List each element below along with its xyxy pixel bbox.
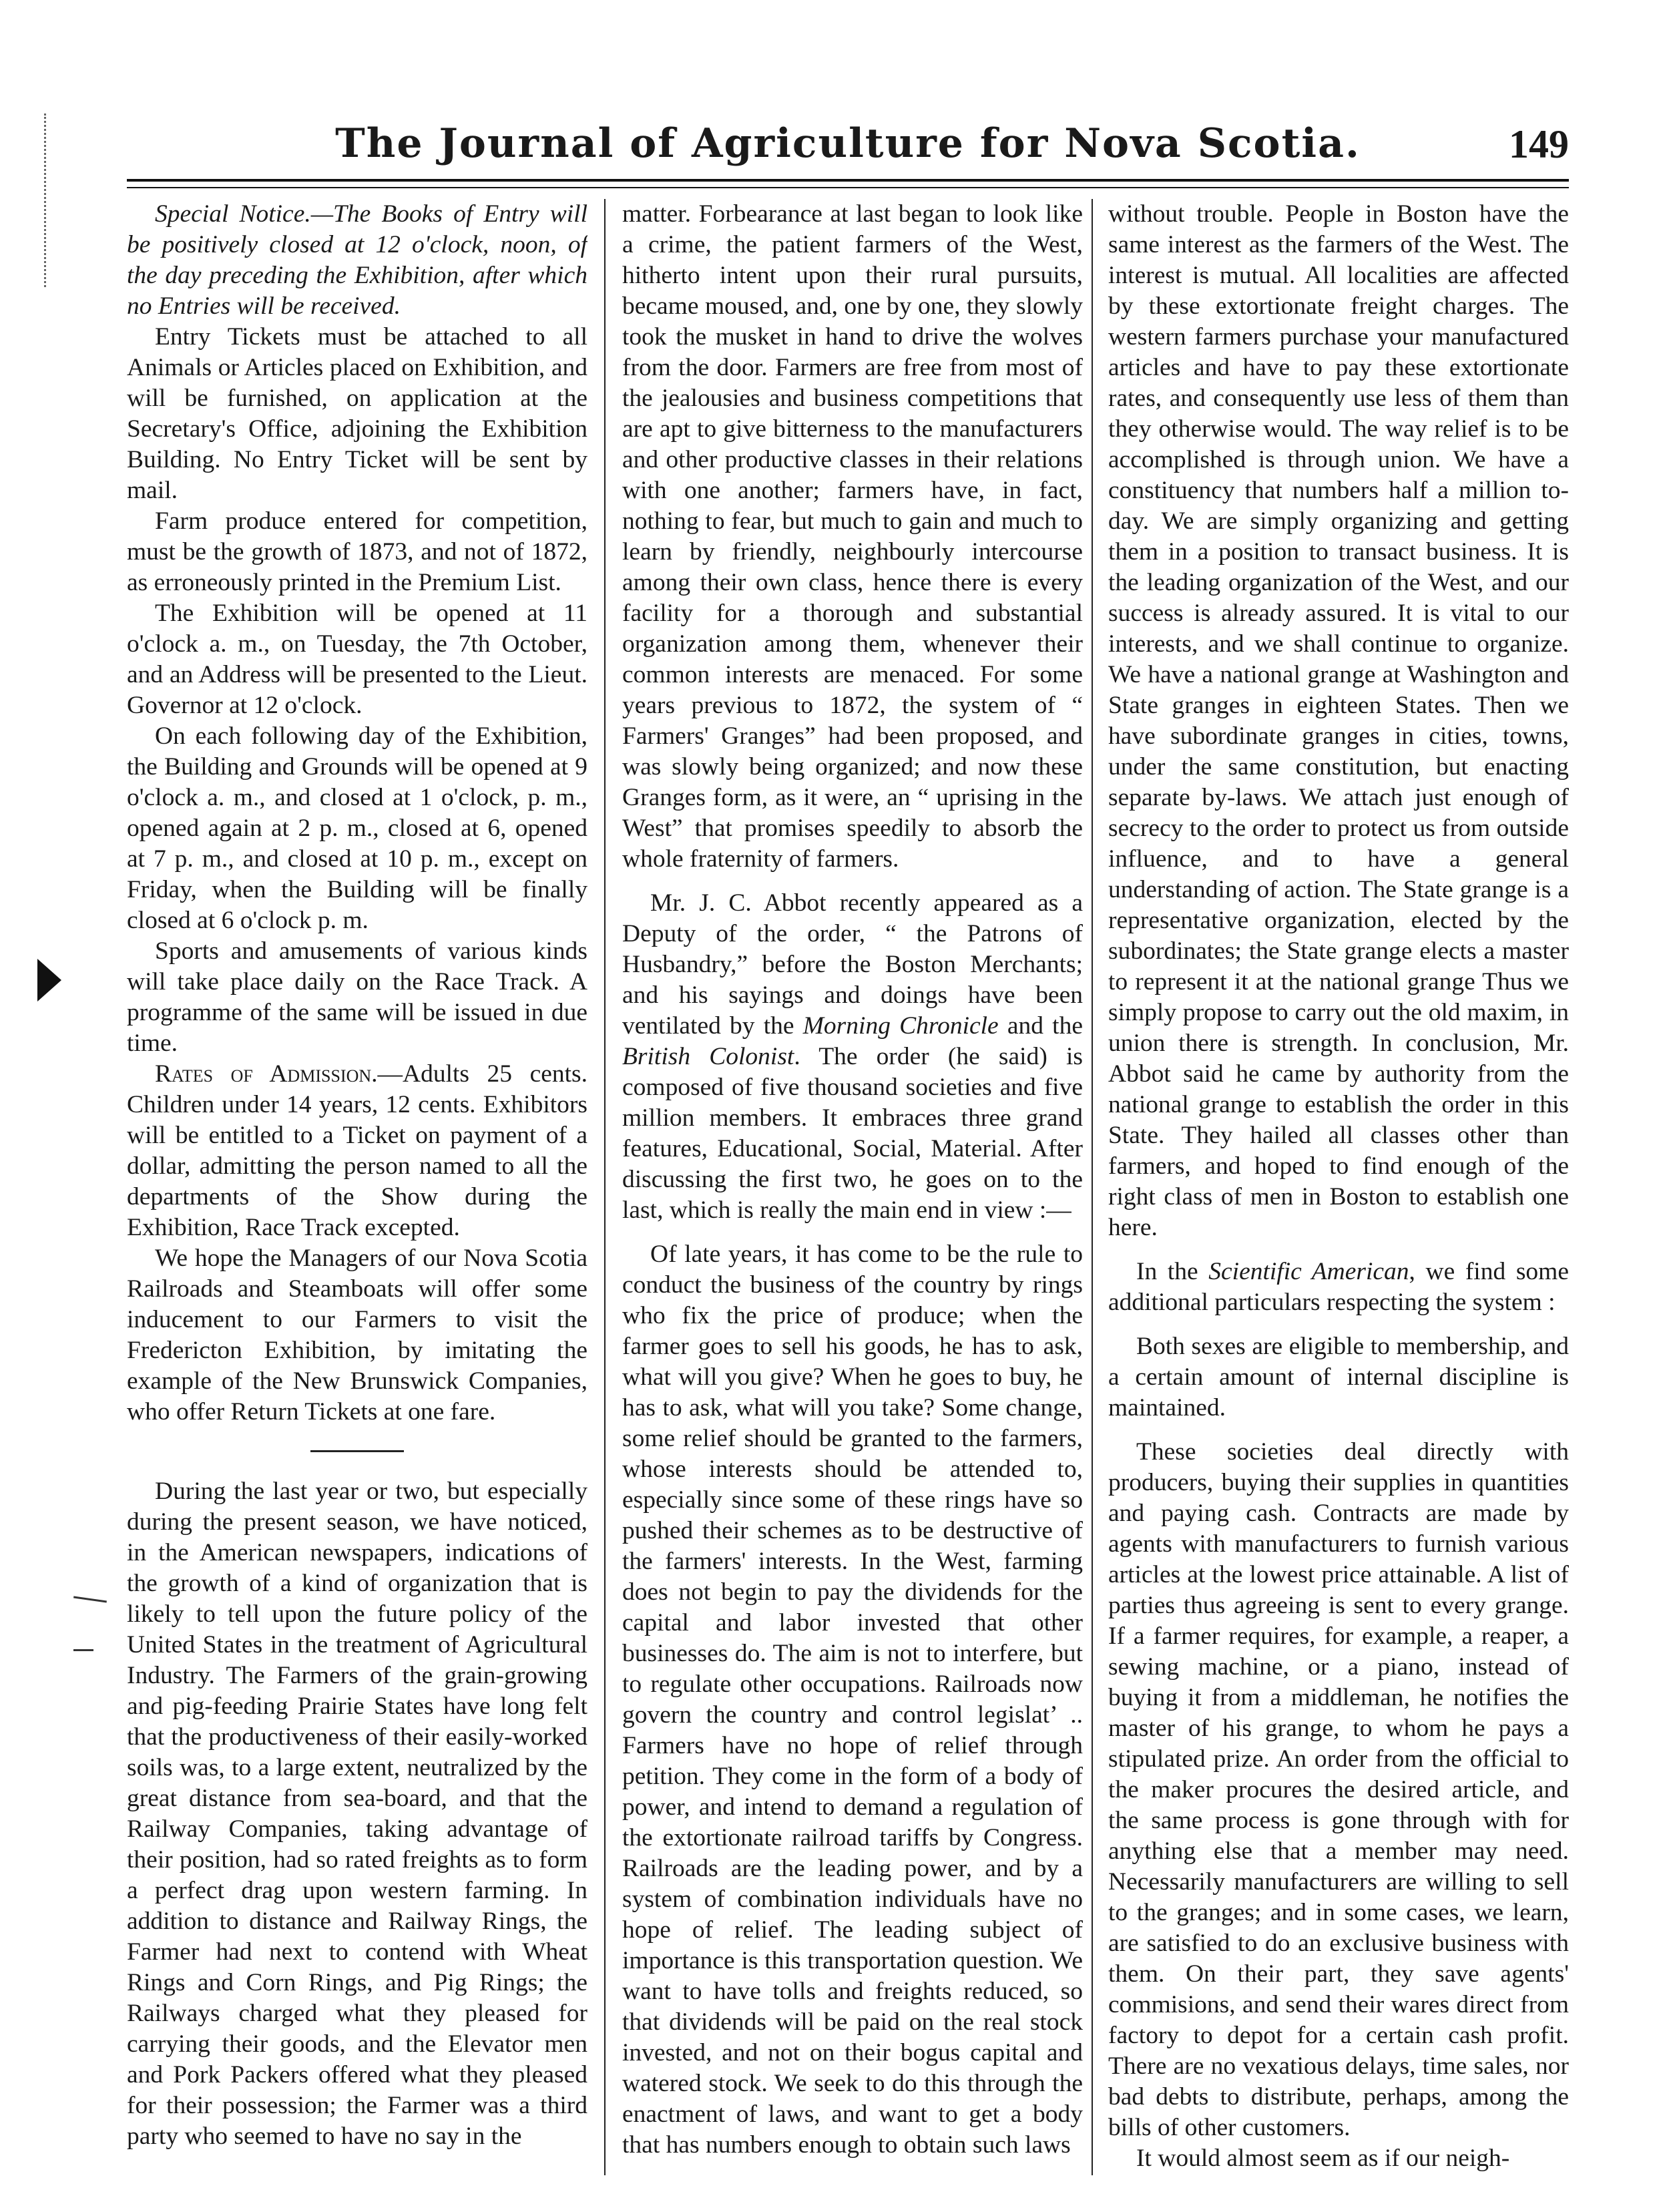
paragraph: The Exhibition will be opened at 11 o'clock a. m., on Tuesday, the 7th October, and an Address will be presented to the Lieut. Governor at 12 o'clock. xyxy=(127,600,587,719)
margin-pencil-mark xyxy=(73,1649,93,1651)
page-number: 149 xyxy=(1509,122,1569,166)
text-run: In the xyxy=(1136,1258,1209,1285)
quoted-paragraph: Of late years, it has come to be the rule to conduct the business of the country by rings who fix the price of produce; when the farmer goes to sell his goods, he has to ask, what will you give? When he goes to buy, he has to ask, what will you take? Some change, some relief should be granted to the farmers, whose interests should be attended to, especially since some of these rings have so pushed their schemes as to be destructive of the farmers' interests. In the West, farming does not begin to pay the dividends for the capital and labor invested that other businesses do. The aim is not to interfere, but to regulate other occupations. Railroads now govern the country and control legislat’ .. Farmers have no hope of relief through petition. They come in the form of a body of power, and intend to demand a regulation of the extortionate railroad tariffs by Congress. Railroads are the leading power, and by a system of combination individuals have no hope of relief. The leading subject of importance is this transportation question. We want to have tolls and freights reduced, so that dividends will be paid on the real stock invested, and not on their bogus capital and watered stock. We seek to do this through the enactment of laws, and want to get a body that has numbers enough to obtain such laws xyxy=(622,1241,1083,2159)
rates-heading: Rates of Admission. xyxy=(155,1060,378,1088)
column-divider xyxy=(1092,199,1093,2175)
journal-title: The Journal of Agriculture for Nova Scotia. xyxy=(335,120,1361,167)
rates-paragraph xyxy=(127,1059,587,1243)
section-divider xyxy=(310,1450,404,1452)
paragraph xyxy=(1108,1257,1569,1318)
paragraph: Entry Tickets must be attached to all Animals or Articles placed on Exhibition, and will be furnished, on application at the Secretary's Office, adjoining the Exhibition Building. No Entry Ticket will be sent by mail. xyxy=(127,323,587,504)
article-paragraph: During the last year or two, but especially during the present season, we have noticed, in the American newspapers, indications of the growth of a kind of organization that is likely to tell upon the future policy of the United States in the treatment of Agricultural Industry. The Farmers of the grain-growing and pig-feeding Prairie States have long felt that the productiveness of their easily-worked soils was, to a large extent, neutralized by the great distance from sea-board, and that the Railway Companies, taking advantage of their position, had so rated freights as to form a perfect drag upon western farming. In addition to distance and Railway Rings, the Farmer had next to contend with Wheat Rings and Corn Rings, and Pig Rings; the Railways charged what they pleased for carrying their goods, and the Elevator men and Pork Packers offered what they pleased for their possession; the Farmer was a third party who seemed to have no say in the xyxy=(127,1478,587,2150)
header-rule-thin xyxy=(127,187,1569,188)
column-middle xyxy=(622,199,1083,2175)
paragraph xyxy=(622,888,1083,1226)
paragraph: without trouble. People in Boston have the same interest as the farmers of the West. The interest is mutual. All localities are affected by these extortionate freight charges. The western farmers purchase your manufactured articles and have to pay these extortionate rates, and consequently use less of them than they otherwise would. The way relief is to be accomplished is through union. We have a constituency that numbers half a million to-day. We are simply organizing and getting them in a position to transact business. It is the leading organization of the West, and our success is already assured. It is vital to our interests, and we shall continue to organize. We have a national grange at Washington and State granges in eighteen States. Then we have subordinate granges in cities, towns, under the same constitution, but enacting separate by-laws. We attach just enough of secrecy to the order to protect us from outside influence, and to have a general understanding of action. The State grange is a representative organization, elected by the subordinates; the State grange elects a master to represent it at the national grange Thus we simply propose to carry out the old maxim, in union there is strength. In conclusion, Mr. Abbot said he came by authority from the national grange to establish the order in this State. They hailed all classes other than farmers, and hoped to find enough of the right class of men in Boston to establish one here. xyxy=(1108,200,1569,1241)
quoted-paragraph: These societies deal directly with producers, buying their supplies in quantities and paying cash. Contracts are made by agents with manufacturers to furnish various articles at the lowest price attainable. A list of parties thus agreeing is sent to every grange. If a farmer requires, for example, a reaper, a sewing machine, or a piano, instead of buying it from a middleman, he notifies the master of his grange, to whom he pays a stipulated prize. An order from the official to the maker procures the desired article, and the same process is gone through with for anything else that a member may need. Necessarily manufacturers are willing to sell to the granges; and in some cases, we learn, are satisfied to do an exclusive business with them. On their part, they save agents' commisions, and send their wares direct from factory to depot for a certain cash profit. There are no vexatious delays, time sales, nor bad debts to distribute, perhaps, among the bills of other customers. xyxy=(1108,1438,1569,2141)
text-run: . The order (he said) is composed of five thousand societies and five million members. It embraces three grand features, Educational, Social, Material. After discussing the first two, he goes on to the last, which is really the main end in view :— xyxy=(622,1043,1083,1224)
paragraph: Sports and amusements of various kinds will take place daily on the Race Track. A programme of the same will be issued in due time. xyxy=(127,937,587,1057)
column-divider xyxy=(604,199,606,2175)
newspaper-name: Morning Chronicle xyxy=(802,1012,999,1040)
paragraph: It would almost seem as if our neigh- xyxy=(1136,2145,1510,2172)
quoted-paragraph: Both sexes are eligible to membership, and a certain amount of internal discipline is maintained. xyxy=(1108,1333,1569,1421)
rates-text: —Adults 25 cents. Children under 14 years, 12 cents. Exhibitors will be entitled to a Ticket on payment of a dollar, admitting the person named to all the departments of the Show during the Exhibition, Race Track excepted. xyxy=(127,1060,587,1241)
paragraph: We hope the Managers of our Nova Scotia Railroads and Steamboats will offer some inducement to our Farmers to visit the Fredericton Exhibition, by imitating the example of the New Brunswick Companies, who offer Return Tickets at one fare. xyxy=(127,1245,587,1425)
newspaper-name: British Colonist xyxy=(622,1043,794,1070)
column-right xyxy=(1108,199,1569,2175)
paragraph: Farm produce entered for competition, must be the growth of 1873, and not of 1872, as erroneously printed in the Premium List. xyxy=(127,507,587,596)
special-notice: Special Notice.—The Books of Entry will be positively closed at 12 o'clock, noon, of the day preceding the Exhibition, after which no Entries will be received. xyxy=(127,200,587,320)
text-run: , we find some additional particulars respecting the system : xyxy=(1108,1258,1569,1316)
margin-arrow-mark xyxy=(37,959,61,1002)
header-rule xyxy=(127,179,1569,182)
text-run: and the xyxy=(998,1012,1083,1040)
margin-pencil-mark xyxy=(73,1596,107,1603)
paragraph: On each following day of the Exhibition, the Building and Grounds will be opened at 9 o'clock a. m., and closed at 1 o'clock, p. m., opened again at 2 p. m., closed at 6, opened at 7 p. m., and closed at 10 p. m., except on Friday, when the Building will be finally closed at 6 o'clock p. m. xyxy=(127,722,587,934)
publication-name: Scientific American xyxy=(1208,1258,1409,1285)
page-header xyxy=(127,120,1569,174)
paragraph: matter. Forbearance at last began to look like a crime, the patient farmers of the West, hitherto intent upon their rural pursuits, became moused, and, one by one, they slowly took the musket in hand to drive the wolves from the door. Farmers are free from most of the jealousies and business competitions that are apt to give bitterness to the manufacturers and other productive classes in their relations with one another; farmers have, in fact, nothing to fear, but much to gain and much to learn by friendly, neighbourly intercourse among their own class, hence there is every facility for a thorough and substantial organization among them, whenever their common interests are menaced. For some years previous to 1872, the system of “ Farmers' Granges” had been proposed, and was slowly being organized; and now these Granges form, as it were, an “ uprising in the West” that promises speedily to absorb the whole fraternity of farmers. xyxy=(622,200,1083,873)
column-left xyxy=(127,199,587,2175)
text-run: Mr. J. C. Abbot recently appeared as a Deputy of the order, “ the Patrons of Husbandry,” before the Boston Merchants; and his sayings and doings have been ventilated by the xyxy=(622,889,1083,1040)
binding-edge-marks xyxy=(44,114,50,287)
